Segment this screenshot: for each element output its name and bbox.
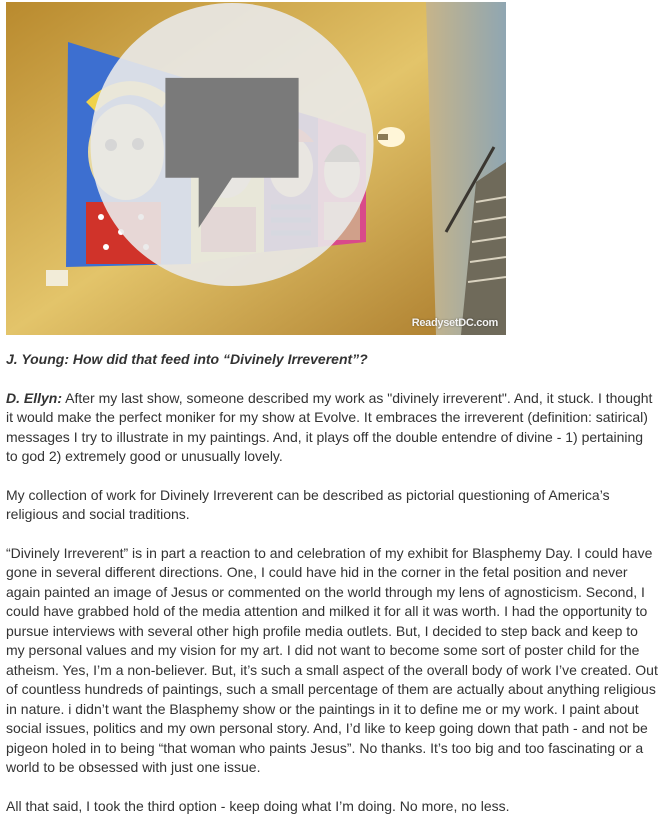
speaker-name: D. Ellyn: [6, 389, 63, 406]
answer-paragraph-3: “Divinely Irreverent” is in part a reaction to and celebration of my exhibit for Blasphemy Day. I could have gone in several different directions. One, I could have hid in the corner in the fetal position and never again painted an image of Jesus or commented on the world through my lens of agnosticism. Second, I could have grabbed hold of the media attention and milked it for all it was worth. I had the opportunity to pursue interviews with several other high profile media outlets. But, I decided to step back and keep to my personal values and my vision for my art. I did not want to become some sort of poster child for the atheism. Yes, I’m a non-believer. But, it’s such a small aspect of the overall body of work I’ve created. Out of countless hundreds of paintings, such a small percentage of them are actually about anything religious in nature. i didn’t want the Blasphemy show or the paintings in it to define me or my work. I paint about social issues, politics and my own personal story. And, I’d like to keep going down that path - and not be pigeon holed in to being “that woman who paints Jesus”. No thanks. It’s too big and too fascinating or a world to be obsessed with just one issue. [6, 544, 658, 775]
answer-paragraph-1 [6, 389, 658, 467]
article-body [6, 350, 658, 835]
watermark: ReadysetDC.com [411, 317, 498, 329]
answer-paragraph-4: All that said, I took the third option - keep doing what I’m doing. No more, no less. [6, 797, 510, 814]
speech-bubble-icon [6, 2, 482, 311]
answer-paragraph-2: My collection of work for Divinely Irreverent can be described as pictorial questioning of America’s religious and social traditions. [6, 486, 610, 522]
interview-question: J. Young: How did that feed into “Divinely Irreverent”? [6, 351, 368, 367]
gallery-photo [6, 2, 506, 335]
answer-text: After my last show, someone described my work as "divinely irreverent". And, it stuck. I thought it would make the perfect moniker for my show at Evolve. It embraces the irreverent (definition: satirical) messages I try to illustrate in my paintings. And, it plays off the double entendre of divine - 1) pertaining to god 2) extremely good or unusually lovely. [6, 389, 653, 464]
